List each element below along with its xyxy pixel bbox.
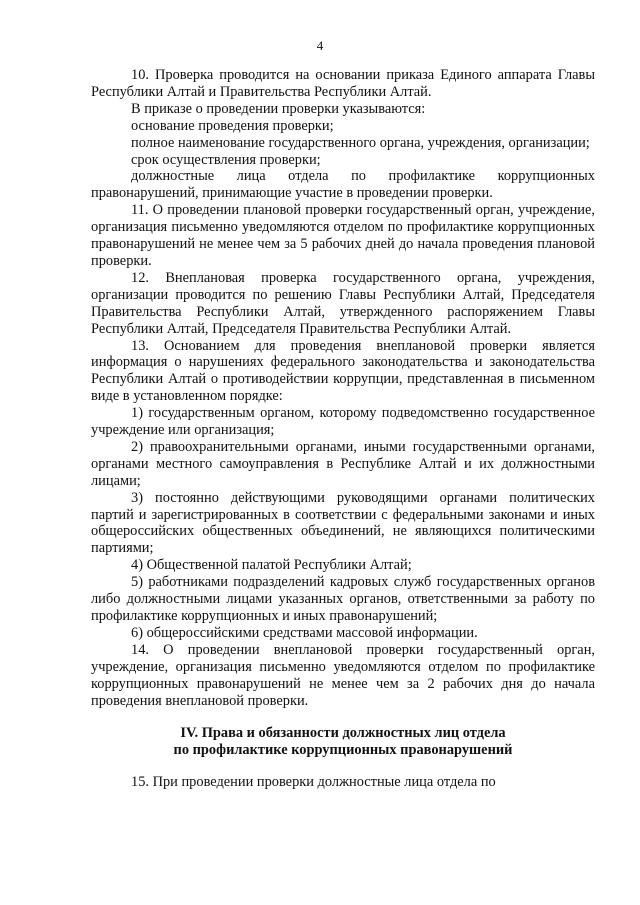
- paragraph: 13. Основанием для проведения внеплановой проверки является информация о нарушениях федерального законодательства и законодательства Республики Алтай о противодействии коррупции, представленная в письменном виде в установленном порядке:: [91, 337, 595, 405]
- section-heading-line-1: IV. Права и обязанности должностных лиц отдела: [180, 725, 506, 742]
- section-heading: [91, 725, 595, 759]
- paragraph: должностные лица отдела по профилактике коррупционных правонарушений, принимающие участие в проведении проверки.: [91, 168, 595, 202]
- paragraph: основание проведения проверки;: [131, 117, 334, 134]
- page-number: 4: [316, 38, 324, 53]
- paragraph: 14. О проведении внеплановой проверки государственный орган, учреждение, организация письменно уведомляются отделом по профилактике коррупционных правонарушений не менее чем за 2 рабочих дня до начала проведения внеплановой проверки.: [91, 641, 595, 709]
- section-heading-line-2: по профилактике коррупционных правонарушений: [173, 742, 513, 759]
- paragraph: 2) правоохранительными органами, иными государственными органами, органами местного самоуправления в Республике Алтай и их должностными лицами;: [91, 438, 595, 489]
- paragraph: 12. Внеплановая проверка государственного органа, учреждения, организации проводится по решению Главы Республики Алтай, Председателя Правительства Республики Алтай, утвержденного распоряжением Главы Республики Алтай, Председателя Правительства Республики Алтай.: [91, 269, 595, 337]
- paragraph: В приказе о проведении проверки указываются:: [131, 100, 426, 117]
- paragraph: 3) постоянно действующими руководящими органами политических партий и зарегистрированных в соответствии с федеральными законами и иных общероссийских общественных объединений, не являющихся политическими партиями;: [91, 489, 595, 557]
- paragraph: срок осуществления проверки;: [131, 151, 321, 168]
- paragraph: 5) работниками подразделений кадровых служб государственных органов либо должностными лицами указанных органов, ответственными за работу по профилактике коррупционных и иных правонарушений;: [91, 574, 595, 624]
- paragraph: 6) общероссийскими средствами массовой информации.: [131, 624, 478, 641]
- document-body: [91, 67, 595, 791]
- paragraph: 15. При проведении проверки должностные лица отдела по: [131, 774, 496, 791]
- paragraph: полное наименование государственного органа, учреждения, организации;: [131, 134, 590, 151]
- paragraphs-before-heading: [91, 67, 595, 709]
- paragraph: 11. О проведении плановой проверки государственный орган, учреждение, организация письменно уведомляются отделом по профилактике коррупционных правонарушений не менее чем за 5 рабочих дней до начала проведения плановой проверки.: [91, 202, 595, 269]
- paragraph: 1) государственным органом, которому подведомственно государственное учреждение или организация;: [91, 405, 595, 439]
- paragraphs-after-heading: [91, 774, 595, 791]
- paragraph: 10. Проверка проводится на основании приказа Единого аппарата Главы Республики Алтай и Правительства Республики Алтай.: [91, 67, 595, 100]
- paragraph: 4) Общественной палатой Республики Алтай;: [131, 557, 412, 574]
